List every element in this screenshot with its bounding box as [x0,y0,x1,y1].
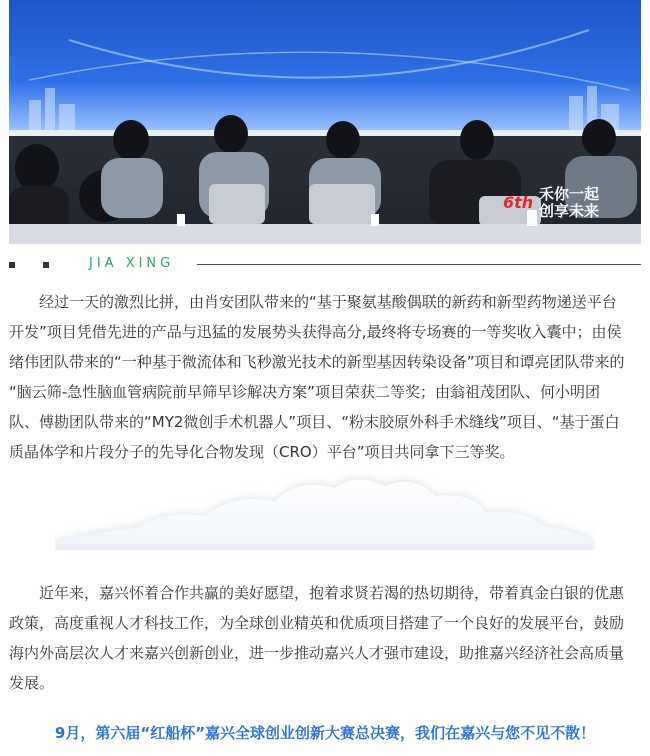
policy-paragraph [9,578,641,698]
divider-square-icon [43,262,49,268]
paragraph-line: 近年来，嘉兴怀着合作共赢的美好愿望，抱着求贤若渴的热切期待，带着真金白银的优惠 [39,584,625,602]
paragraph-line: 政策，高度重视人才科技工作，为全球创业精英和优质项目搭建了一个良好的发展平台，鼓励 [9,614,625,632]
paragraph-line: 海内外高层次人才来嘉兴创新创业，进一步推动嘉兴人才强市建设，助推嘉兴经济社会高质量 [9,644,625,662]
paragraph-line: “脑云筛-急性脑血管病院前早筛早诊解决方案”项目荣获二等奖；由翁祖茂团队、何小明团 [9,383,600,401]
paragraph-line: 绪伟团队带来的“一种基于微流体和飞秒激光技术的新型基因转染设备”项目和谭亮团队带来的 [9,353,625,371]
watermark-slogan [539,186,631,220]
paragraph-line: 队、傅勘团队带来的“MY2微创手术机器人”项目、“粉末胶原外科手术缝线”项目、“基于蛋白 [9,413,620,431]
paragraph-line: 质晶体学和片段分子的先导化合物发现（CRO）平台”项目共同拿下三等奖。 [9,443,515,461]
section-divider [9,256,641,272]
divider-line [197,264,641,265]
divider-square-icon [9,262,15,268]
divider-label: JIA XING [89,256,175,271]
cloud-decoration [55,470,595,550]
closing-announcement: 9月，第六届“红船杯”嘉兴全球创业创新大赛总决赛，我们在嘉兴与您不见不散！ [54,724,596,742]
paragraph-line: 经过一天的激烈比拼，由肖安团队带来的“基于聚氨基酸偶联的新药和新型药物递送平台 [39,293,617,311]
paragraph-line: 开发”项目凭借先进的产品与迅猛的发展势头获得高分,最终将专场赛的一等奖收入囊中；由侯 [9,323,622,341]
watermark-line-1: 禾你一起 [539,185,600,203]
paragraph-line: 发展。 [9,674,55,692]
event-watermark [503,186,631,222]
event-logo: 6th [503,193,534,212]
watermark-line-2: 创享未来 [539,202,600,220]
event-photo [9,0,641,244]
results-paragraph [9,287,641,467]
